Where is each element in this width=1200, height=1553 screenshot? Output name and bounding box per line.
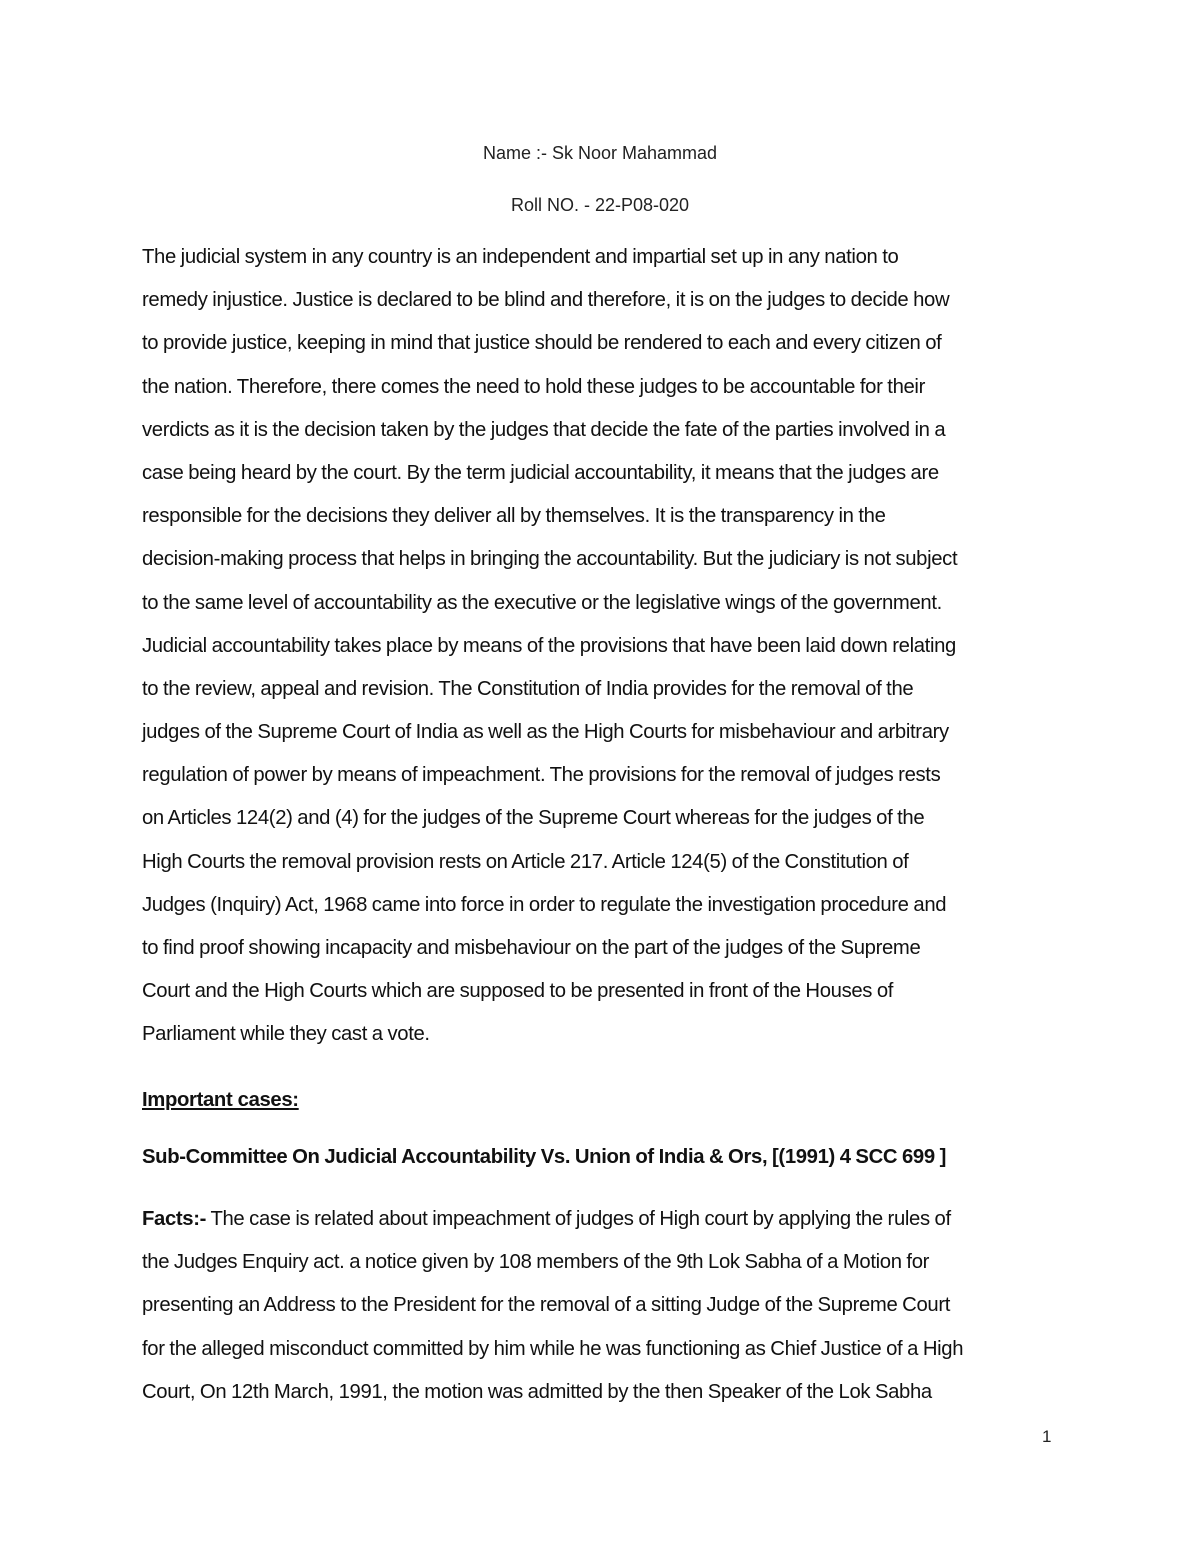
intro-line: verdicts as it is the decision taken by the judges that decide the fate of the parties involved in a bbox=[142, 418, 946, 441]
roll-number: Roll NO. - 22-P08-020 bbox=[510, 195, 690, 215]
facts-line: for the alleged misconduct committed by him while he was functioning as Chief Justice of a High bbox=[142, 1337, 964, 1360]
facts-line: the Judges Enquiry act. a notice given by 108 members of the 9th Lok Sabha of a Motion for bbox=[142, 1251, 930, 1274]
page-number: 1 bbox=[1042, 1427, 1052, 1446]
intro-line: remedy injustice. Justice is declared to be blind and therefore, it is on the judges to decide how bbox=[142, 289, 950, 312]
intro-line: responsible for the decisions they deliver all by themselves. It is the transparency in the bbox=[142, 505, 886, 528]
case-title: Sub-Committee On Judicial Accountability Vs. Union of India & Ors, [(1991) 4 SCC 699 ] bbox=[142, 1146, 946, 1168]
facts-paragraph bbox=[142, 1198, 1062, 1414]
intro-line: High Courts the removal provision rests on Article 217. Article 124(5) of the Constitution of bbox=[142, 850, 909, 873]
intro-line: to provide justice, keeping in mind that justice should be rendered to each and every citizen of bbox=[142, 332, 942, 355]
intro-line: judges of the Supreme Court of India as well as the High Courts for misbehaviour and arbitrary bbox=[142, 721, 949, 744]
facts-label: Facts:- bbox=[142, 1208, 207, 1230]
facts-line bbox=[142, 1198, 1062, 1241]
intro-line: The judicial system in any country is an independent and impartial set up in any nation to bbox=[142, 246, 899, 268]
intro-line: to find proof showing incapacity and misbehaviour on the part of the judges of the Supreme bbox=[142, 937, 921, 959]
intro-line: Parliament while they cast a vote. bbox=[142, 1023, 430, 1046]
intro-line: Judges (Inquiry) Act, 1968 came into force in order to regulate the investigation procedure and bbox=[142, 893, 947, 916]
intro-line: regulation of power by means of impeachment. The provisions for the removal of judges rests bbox=[142, 764, 941, 787]
intro-paragraph bbox=[142, 236, 1062, 1057]
facts-line: presenting an Address to the President for the removal of a sitting Judge of the Supreme Court bbox=[142, 1294, 951, 1317]
student-name: Name :- Sk Noor Mahammad bbox=[482, 143, 718, 163]
intro-line: Judicial accountability takes place by means of the provisions that have been laid down relating bbox=[142, 634, 956, 657]
intro-line: to the review, appeal and revision. The Constitution of India provides for the removal of the bbox=[142, 677, 914, 700]
intro-line: Court and the High Courts which are supposed to be presented in front of the Houses of bbox=[142, 980, 894, 1003]
intro-line: case being heard by the court. By the term judicial accountability, it means that the judges are bbox=[142, 461, 939, 484]
facts-line: Court, On 12th March, 1991, the motion was admitted by the then Speaker of the Lok Sabha bbox=[142, 1380, 932, 1403]
intro-line: on Articles 124(2) and (4) for the judges of the Supreme Court whereas for the judges of the bbox=[142, 807, 925, 830]
intro-line: decision-making process that helps in bringing the accountability. But the judiciary is not subject bbox=[142, 548, 958, 571]
facts-line-text: The case is related about impeachment of judges of High court by applying the rules of bbox=[206, 1208, 951, 1230]
intro-line: the nation. Therefore, there comes the need to hold these judges to be accountable for their bbox=[142, 375, 925, 398]
important-cases-heading: Important cases: bbox=[142, 1089, 299, 1111]
intro-line: to the same level of accountability as the executive or the legislative wings of the government. bbox=[142, 591, 942, 614]
